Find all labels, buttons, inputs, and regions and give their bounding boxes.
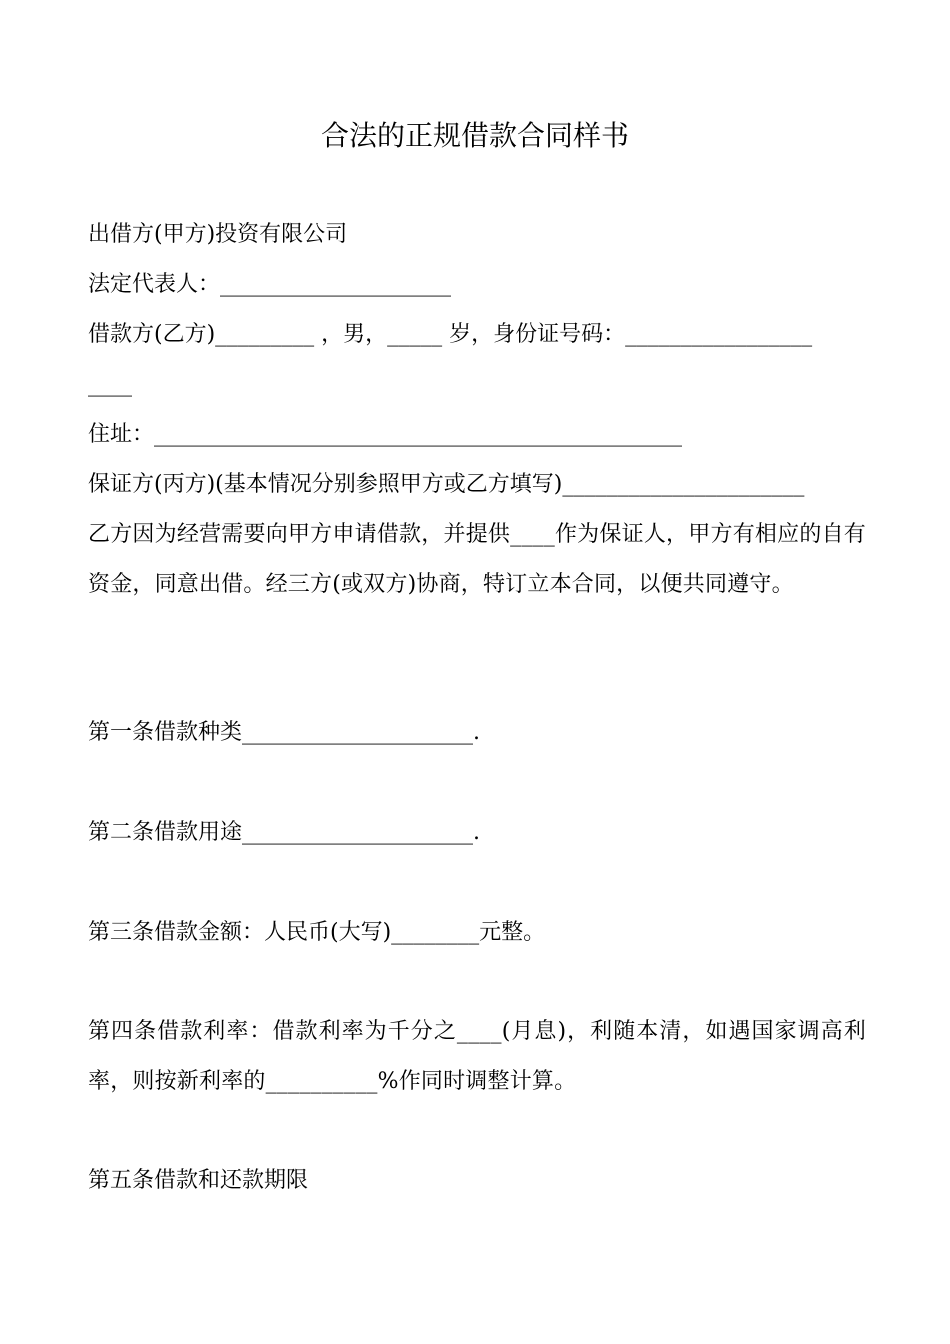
article-1: 第一条借款种类_____________________.: [88, 720, 480, 745]
guarantor-line: 保证方(丙方)(基本情况分别参照甲方或乙方填写)______________________: [88, 472, 805, 497]
address-line: 住址：________________________________________________: [88, 422, 683, 447]
intro-paragraph: 乙方因为经营需要向甲方申请借款，并提供____作为保证人，甲方有相应的自有资金，同意出借。经三方(或双方)协商，特订立本合同，以便共同遵守。: [88, 522, 866, 597]
article-2: 第二条借款用途_____________________.: [88, 820, 480, 845]
legal-representative-line: 法定代表人：_____________________: [88, 272, 452, 297]
borrower-line-continued: ____: [88, 372, 132, 397]
article-3: 第三条借款金额：人民币(大写)________元整。: [88, 920, 546, 945]
document-title: 合法的正规借款合同样书: [320, 119, 629, 152]
article-4: 第四条借款利率：借款利率为千分之____(月息)，利随本清，如遇国家调高利率，则按新利率的__________%作同时调整计算。: [88, 1019, 866, 1094]
article-5: 第五条借款和还款期限: [88, 1168, 309, 1193]
lender-line: 出借方(甲方)投资有限公司: [88, 222, 348, 247]
borrower-line: 借款方(乙方)_________ ，男，_____ 岁，身份证号码：_________________: [88, 322, 813, 347]
